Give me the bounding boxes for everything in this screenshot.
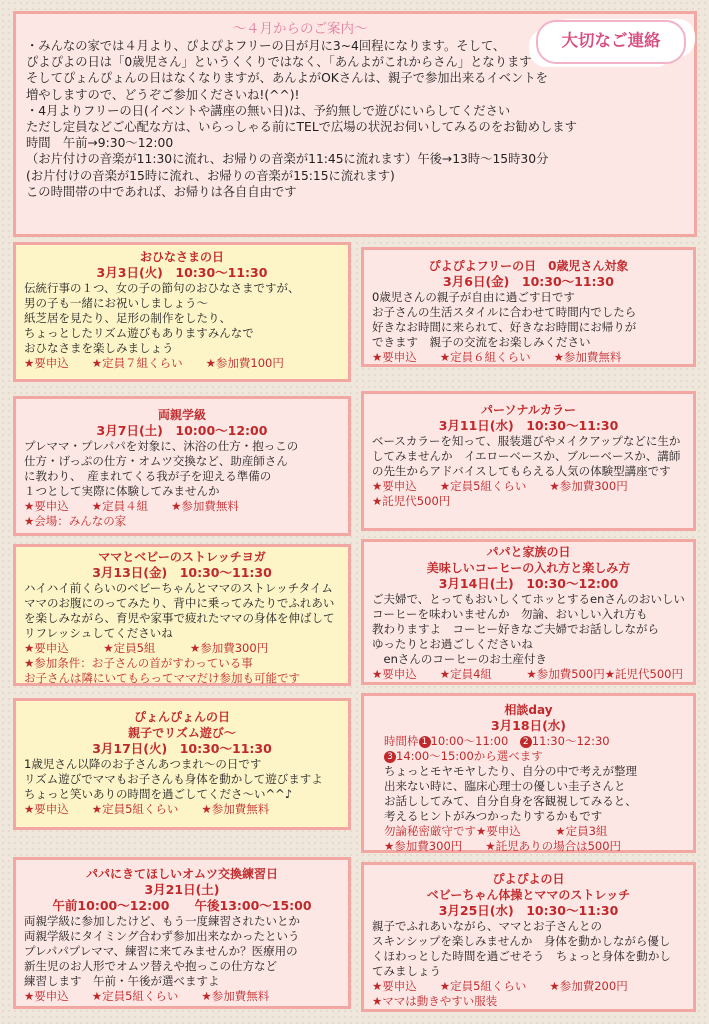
slot-number-1-icon: 1 bbox=[419, 736, 431, 748]
time-slot-1: 10:00～11:00 bbox=[430, 734, 509, 748]
event-text: 1歳児さん以降のお子さんあつまれ～の日です bbox=[24, 757, 262, 771]
event-footer: ★要申込 ★定員4組 ★参加費500円★託児代500円 bbox=[372, 667, 683, 681]
event-date: 3月14日(土) 10:30～12:00 bbox=[438, 576, 619, 591]
event-text: ママのお腹にのってみたり、背中に乗ってみたりでふれあい bbox=[24, 596, 335, 610]
event-text: コーヒーを味わいませんか 勿論、おいしい入れ方も bbox=[372, 607, 648, 621]
notice-line: そしてぴょんぴょんの日はなくなりますが、あんよがOKさんは、親子で参加出来るイベントを bbox=[26, 71, 548, 86]
event-title: ぴよぴよの日 bbox=[492, 872, 565, 886]
event-date: 3月3日(火) 10:30～11:30 bbox=[96, 265, 268, 280]
event-text: 教わりますよ コーヒー好きなご夫婦でお話ししながら bbox=[372, 622, 660, 636]
event-text: スキンシップを楽しみませんか 身体を動かしながら優し bbox=[372, 934, 671, 948]
event-footer: ★要申込 ★定員5組くらい ★参加費無料 bbox=[24, 802, 270, 816]
time-slots bbox=[372, 749, 685, 764]
slot-number-2-icon: 2 bbox=[520, 736, 532, 748]
event-footer: 勿論秘密厳守です★要申込 ★定員3組 bbox=[384, 824, 608, 838]
event-text: してみませんか イエローベースか、ブルーベースか、講師 bbox=[372, 449, 681, 463]
event-title: ママとベビーのストレッチヨガ bbox=[98, 550, 266, 564]
event-text: ちょっとしたリズム遊びもありますみんなで bbox=[24, 326, 254, 340]
event-text: ゆったりとお過ごしくださいね bbox=[372, 637, 533, 651]
event-text: 両親学級にタイミング合わず参加出来なかったという bbox=[24, 929, 300, 943]
event-footer: ★要申込 ★定員5組 ★参加費300円 bbox=[24, 641, 269, 655]
notice-line: ・4月よりフリーの日(イベントや講座の無い日)は、予約無しで遊びにいらしてください bbox=[26, 103, 511, 118]
event-date: 3月21日(土) bbox=[144, 882, 220, 897]
event-text: 伝統行事の１つ、女の子の節句のおひなさまですが、 bbox=[24, 281, 300, 295]
notice-line: この時間帯の中であれば、お帰りは各自自由です bbox=[26, 184, 297, 199]
event-text: ご夫婦で、とってもおいしくてホッとするenさんのおいしい bbox=[372, 592, 685, 606]
event-text: できます 親子の交流をお楽しみください bbox=[372, 335, 591, 349]
event-text: 親子でふれあいながら、ママとお子さんとの bbox=[372, 919, 602, 933]
event-text: enさんのコーヒーのお土産付き bbox=[372, 652, 547, 666]
event-date: 3月13日(金) 10:30～11:30 bbox=[92, 565, 272, 580]
event-title: パパと家族の日 bbox=[486, 545, 571, 559]
notice-line: （お片付けの音楽が11:30に流れ、お帰りの音楽が11:45に流れます）午後→13時～15時30分 bbox=[26, 152, 549, 167]
event-text: に教わり、 産まれてくる我が子を迎える準備の bbox=[24, 469, 272, 483]
event-text: プレママ・プレパパを対象に、沐浴の仕方・抱っこの bbox=[24, 439, 299, 453]
event-title: 両親学級 bbox=[157, 408, 206, 422]
event-card-diaper-practice bbox=[13, 857, 351, 1009]
event-text: くほわっとした時間を過ごせそう ちょっと身体を動かし bbox=[372, 949, 671, 963]
event-text: お子さんの生活スタイルに合わせて時間内でしたら bbox=[372, 305, 637, 319]
event-text: 新生児のお人形でオムツ替えや抱っこの仕方など bbox=[24, 959, 277, 973]
event-card-piyopiyo-free bbox=[361, 247, 696, 367]
event-card-parents-class bbox=[13, 396, 351, 536]
notice-line: 時間 午前→9:30～12:00 bbox=[26, 136, 174, 151]
event-text: プレパパプレママ、練習に来てみませんか？医療用の bbox=[24, 944, 298, 958]
notice-line: 増やしますので、どうぞご参加くださいね!(^^)! bbox=[26, 87, 300, 102]
notice-line: ・みんなの家では４月より、ぴよぴよフリーの日が月に3~4回程になります。そして、 bbox=[26, 39, 506, 53]
event-title: パーソナルカラー bbox=[481, 403, 576, 417]
event-text: 紙芝居を見たり、足形の制作をしたり、 bbox=[24, 311, 231, 325]
event-subtitle: 親子でリズム遊び～ bbox=[128, 726, 236, 740]
event-footer: ★要申込 ★定員７組くらい ★参加費100円 bbox=[24, 356, 284, 370]
event-title: パパにきてほしいオムツ交換練習日 bbox=[85, 867, 278, 881]
notice-panel bbox=[13, 11, 697, 237]
event-footer: ★ママは動きやすい服装 bbox=[372, 994, 498, 1008]
event-footer: ★要申込 ★定員5組くらい ★参加費無料 bbox=[24, 989, 270, 1003]
event-text: ちょっと笑いありの時間を過ごしてくださ～い^^♪ bbox=[24, 787, 293, 801]
event-footer: ★要申込 ★定員６組くらい ★参加費無料 bbox=[372, 350, 622, 364]
event-text: 両親学級に参加したけど、もう一度練習されたいとか bbox=[24, 914, 300, 928]
event-footer: ★要申込 ★定員5組くらい ★参加費200円 bbox=[372, 979, 628, 993]
event-text: １つとして実際に体験してみませんか bbox=[24, 484, 220, 498]
event-date: 3月18日(水) bbox=[490, 718, 567, 733]
event-footer: ★会場：みんなの家 bbox=[24, 514, 127, 528]
event-footer: ★要申込 ★定員5組くらい ★参加費300円 bbox=[372, 479, 628, 493]
time-slot-3: 14:00～15:00から選べます bbox=[396, 749, 543, 763]
event-card-piyopiyo-stretch bbox=[361, 862, 696, 1012]
slot-number-3-icon: 3 bbox=[384, 751, 396, 763]
event-title: ぴょんぴょんの日 bbox=[133, 710, 230, 724]
notice-line: (お片付けの音楽が15時に流れ、お帰りの音楽が15:15に流れます) bbox=[26, 168, 395, 183]
event-text: おひなさまを楽しみましょう bbox=[24, 341, 174, 355]
notice-line: ぴよぴよの日は「0歳児さん」というくくりではなく、「あんよがこれからさん」となります bbox=[26, 55, 532, 70]
event-footer: ★託児代500円 bbox=[372, 494, 451, 508]
event-card-consultation-day bbox=[361, 693, 696, 853]
event-date: 3月7日(土) 10:00～12:00 bbox=[96, 423, 268, 438]
event-title: おひなさまの日 bbox=[139, 250, 224, 264]
event-time: 午前10:00～12:00 午後13:00～15:00 bbox=[52, 898, 312, 913]
event-text: 好きなお時間に来られて、好きなお時間にお帰りが bbox=[372, 320, 637, 334]
notice-title: ～４月からのご案内～ bbox=[232, 21, 368, 37]
important-notice-badge: 大切なご連絡 bbox=[536, 20, 686, 64]
event-card-personal-color bbox=[361, 391, 696, 531]
time-slot-label: 時間枠 bbox=[384, 734, 419, 748]
event-subtitle: ベビーちゃん体操とママのストレッチ bbox=[426, 888, 631, 902]
event-text: 出来ない時に、臨床心理士の優しい圭子さんと bbox=[384, 779, 626, 793]
event-text: リズム遊びでママもお子さんも身体を動かして遊びますよ bbox=[24, 772, 323, 786]
event-text: 男の子も一緒にお祝いしましょう～ bbox=[24, 296, 208, 310]
event-text: ちょっとモヤモヤしたり、自分の中で考えが整理 bbox=[384, 764, 637, 778]
event-card-pyonpyon bbox=[13, 698, 351, 830]
event-text: の先生からアドバイスしてもらえる人気の体験型講座です bbox=[372, 464, 671, 478]
notice-line: ただし定員などご心配な方は、いらっしゃる前にTELで広場の状況お伺いしてみるのをお勧めします bbox=[26, 120, 577, 135]
event-date: 3月11日(水) 10:30～11:30 bbox=[438, 418, 619, 433]
event-text: ベースカラーを知って、服装選びやメイクアップなどに生か bbox=[372, 434, 681, 448]
event-date: 3月17日(火) 10:30～11:30 bbox=[92, 741, 272, 756]
event-text: 仕方・げっぷの仕方・オムツ交換など、助産師さん bbox=[24, 454, 288, 468]
event-date: 3月25日(水) 10:30～11:30 bbox=[438, 903, 619, 918]
event-card-hinamatsuri bbox=[13, 242, 351, 382]
event-text: 考えるヒントがみつかったりするかもです bbox=[384, 809, 603, 823]
event-subtitle: 美味しいコーヒーの入れ方と楽しみ方 bbox=[426, 561, 631, 575]
event-text: 練習します 午前・午後が選べますよ bbox=[24, 974, 220, 988]
event-text: リフレッシュしてくださいね bbox=[24, 626, 173, 640]
event-title: ぴよぴよフリーの日 0歳児さん対象 bbox=[428, 259, 629, 273]
event-card-stretch-yoga bbox=[13, 544, 351, 686]
event-date: 3月6日(金) 10:30～11:30 bbox=[443, 274, 614, 289]
event-footer: ★参加条件：お子さんの首がすわっている事 bbox=[24, 656, 253, 670]
event-footer: お子さんは隣にいてもらってママだけ参加も可能です bbox=[24, 671, 300, 685]
time-slot-2: 11:30～12:30 bbox=[531, 734, 610, 748]
event-text: 0歳児さんの親子が自由に過ごす日です bbox=[372, 290, 575, 304]
event-footer: ★参加費300円 ★託児ありの場合は500円 bbox=[384, 839, 622, 853]
event-footer: ★要申込 ★定員４組 ★参加費無料 bbox=[24, 499, 239, 513]
event-text: てみましょう bbox=[372, 964, 441, 978]
event-text: を楽しみながら、育児や家事で疲れたママの身体を伸ばして bbox=[24, 611, 335, 625]
time-slots bbox=[372, 734, 685, 749]
event-card-papa-family bbox=[361, 539, 696, 685]
event-text: ハイハイ前くらいのベビーちゃんとママのストレッチタイム bbox=[24, 581, 333, 595]
event-title: 相談day bbox=[504, 703, 553, 717]
event-text: お話ししてみて、自分自身を客観視してみると、 bbox=[384, 794, 637, 808]
